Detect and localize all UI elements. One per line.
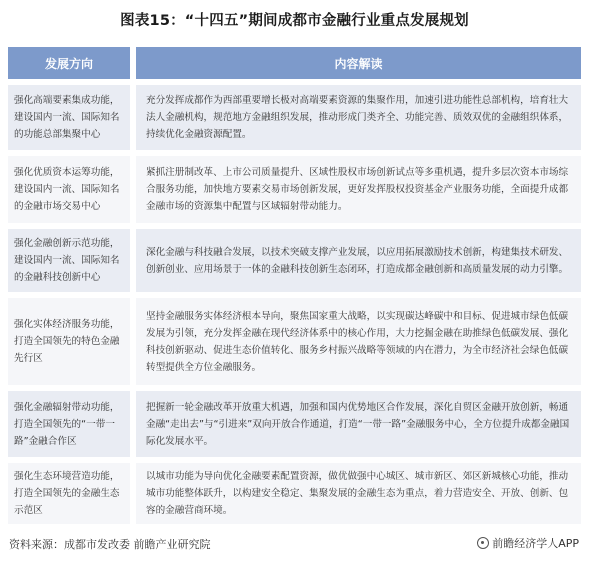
content-cell: 以城市功能为导向优化金融要素配置资源，做优做强中心城区、城市新区、郊区新城核心功能，推动城市功能整体跃升，以构建安全稳定、集聚发展的金融生态为重点，着力营造安全、开放、创新、包容的金融营商环境。	[136, 463, 581, 524]
table-row	[8, 463, 581, 524]
table-header	[8, 47, 581, 79]
planning-table	[8, 47, 581, 526]
content-cell: 把握新一轮金融改革开放重大机遇，加强和国内优势地区合作发展，深化自贸区金融开放创新，畅通金融“走出去”与“引进来”双向开放合作通道，打造“一带一路”金融服务中心，全方位提升成都金融国际化发展水平。	[136, 391, 581, 457]
brand-label	[477, 535, 579, 551]
table-row	[8, 391, 581, 457]
direction-cell: 强化高端要素集成功能，建设国内一流、国际知名的功能总部集聚中心	[8, 85, 130, 150]
table-row	[8, 298, 581, 385]
direction-cell: 强化实体经济服务功能，打造全国领先的特色金融先行区	[8, 298, 130, 385]
content-cell: 充分发挥成都作为西部重要增长极对高端要素资源的集聚作用，加速引进功能性总部机构，培育壮大法人金融机构，规范地方金融组织发展，推动形成门类齐全、功能完善、质效双优的金融组织体系，持续优化金融资源配置。	[136, 85, 581, 150]
brand-text: 前瞻经济学人APP	[492, 537, 579, 550]
table-row	[8, 156, 581, 223]
direction-cell: 强化金融创新示范功能，建设国内一流、国际知名的金融科技创新中心	[8, 229, 130, 292]
source-note: 资料来源：成都市发改委 前瞻产业研究院	[9, 538, 211, 551]
content-cell: 坚持金融服务实体经济根本导向，聚焦国家重大战略，以实现碳达峰碳中和目标、促进城市绿色低碳发展为引领，充分发挥金融在现代经济体系中的核心作用，大力挖掘金融在助推绿色低碳发展、强化科技创新驱动、促进生态价值转化、服务乡村振兴战略等领域的内在潜力，为全市经济社会绿色低碳转型提供全方位金融服务。	[136, 298, 581, 385]
table-row	[8, 229, 581, 292]
direction-cell: 强化金融辐射带动功能，打造全国领先的“一带一路”金融合作区	[8, 391, 130, 457]
qianzhan-logo-icon	[477, 537, 489, 549]
chart-title: 图表15：“十四五”期间成都市金融行业重点发展规划	[120, 13, 469, 29]
direction-cell: 强化优质资本运筹功能，建设国内一流、国际知名的金融市场交易中心	[8, 156, 130, 223]
column-header-content: 内容解读	[136, 47, 581, 79]
content-cell: 深化金融与科技融合发展，以技术突破支撑产业发展，以应用拓展激励技术创新，构建集技术研发、创新创业、应用场景于一体的金融科技创新生态闭环，打造成都金融创新和高质量发展的动力引擎。	[136, 229, 581, 292]
direction-cell: 强化生态环境营造功能，打造全国领先的金融生态示范区	[8, 463, 130, 524]
column-header-direction: 发展方向	[8, 47, 130, 79]
table-row	[8, 85, 581, 150]
content-cell: 紧抓注册制改革、上市公司质量提升、区域性股权市场创新试点等多重机遇，提升多层次资本市场综合服务功能，加快地方要素交易市场创新发展，更好发挥股权投资基金产业服务功能，全面提升成都金融市场的资源集中配置与区域辐射带动能力。	[136, 156, 581, 223]
